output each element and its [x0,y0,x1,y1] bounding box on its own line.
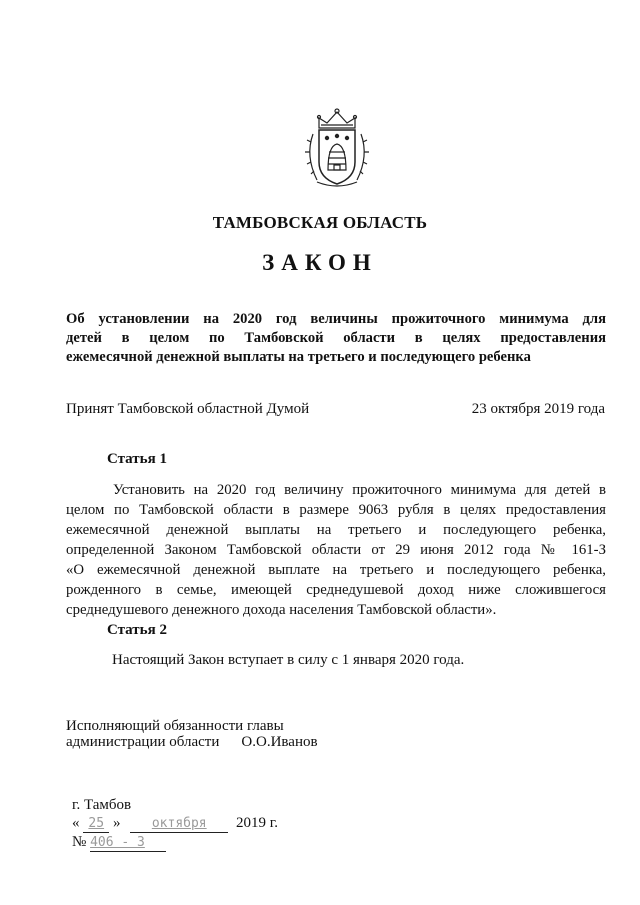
number-stamp: 406 - З [90,835,145,850]
city: г. Тамбов [72,797,132,813]
article-1-text [66,480,606,620]
law-title-line: детей в целом по Тамбовской области в целях предоставления [66,330,606,346]
number-blank [90,834,166,852]
signature-block [66,718,318,750]
article-1-heading: Статья 1 [107,451,167,467]
year: 2019 г. [236,815,278,831]
signer-position-line-2: администрации области [66,734,220,750]
day-blank [83,815,109,833]
law-number [72,834,166,852]
law-title [66,310,606,367]
month-blank [130,815,228,833]
law-title-line: ежемесячной денежной выплаты на третьего и последующего ребенка [66,349,531,365]
date-close-quote: » [113,815,121,831]
article-1-line: «О ежемесячной денежной выплате на третьего и последующего ребенка, [66,562,606,578]
adoption-date: 23 октября 2019 года [471,401,605,417]
article-1-line: рожденного в семье, имеющей среднедушевой доход ниже сложившегося [66,582,606,598]
article-1-line: целом по Тамбовской области в размере 9063 рубля в целях предоставления [66,502,606,518]
article-1-line: Установить на 2020 год величину прожиточного минимума для детей в [113,482,606,498]
article-2-text: Настоящий Закон вступает в силу с 1 января 2020 года. [112,652,465,668]
signing-date [72,815,278,833]
day-stamp: 25 [88,816,105,831]
tambov-region-coat-of-arms-icon [303,106,371,190]
document-type: ЗАКОН [262,250,378,275]
article-2-heading: Статья 2 [107,622,167,638]
article-1-line: среднедушевого денежного дохода населения Тамбовской области». [66,602,497,618]
article-1-line: определенной Законом Тамбовской области от 29 июня 2012 года № 161-З [66,542,606,558]
adopted-by: Принят Тамбовской областной Думой [66,401,310,417]
law-title-line: Об установлении на 2020 год величины прожиточного минимума для [66,311,606,327]
signer-name: О.О.Иванов [241,734,318,750]
date-open-quote: « [72,815,80,831]
number-prefix: № [72,834,87,850]
month-stamp: октября [151,816,207,831]
article-1-line: ежемесячной денежной выплаты на третьего и последующего ребенка, [66,522,606,538]
signer-position-line-1: Исполняющий обязанности главы [66,718,284,734]
region-name: ТАМБОВСКАЯ ОБЛАСТЬ [212,213,428,232]
